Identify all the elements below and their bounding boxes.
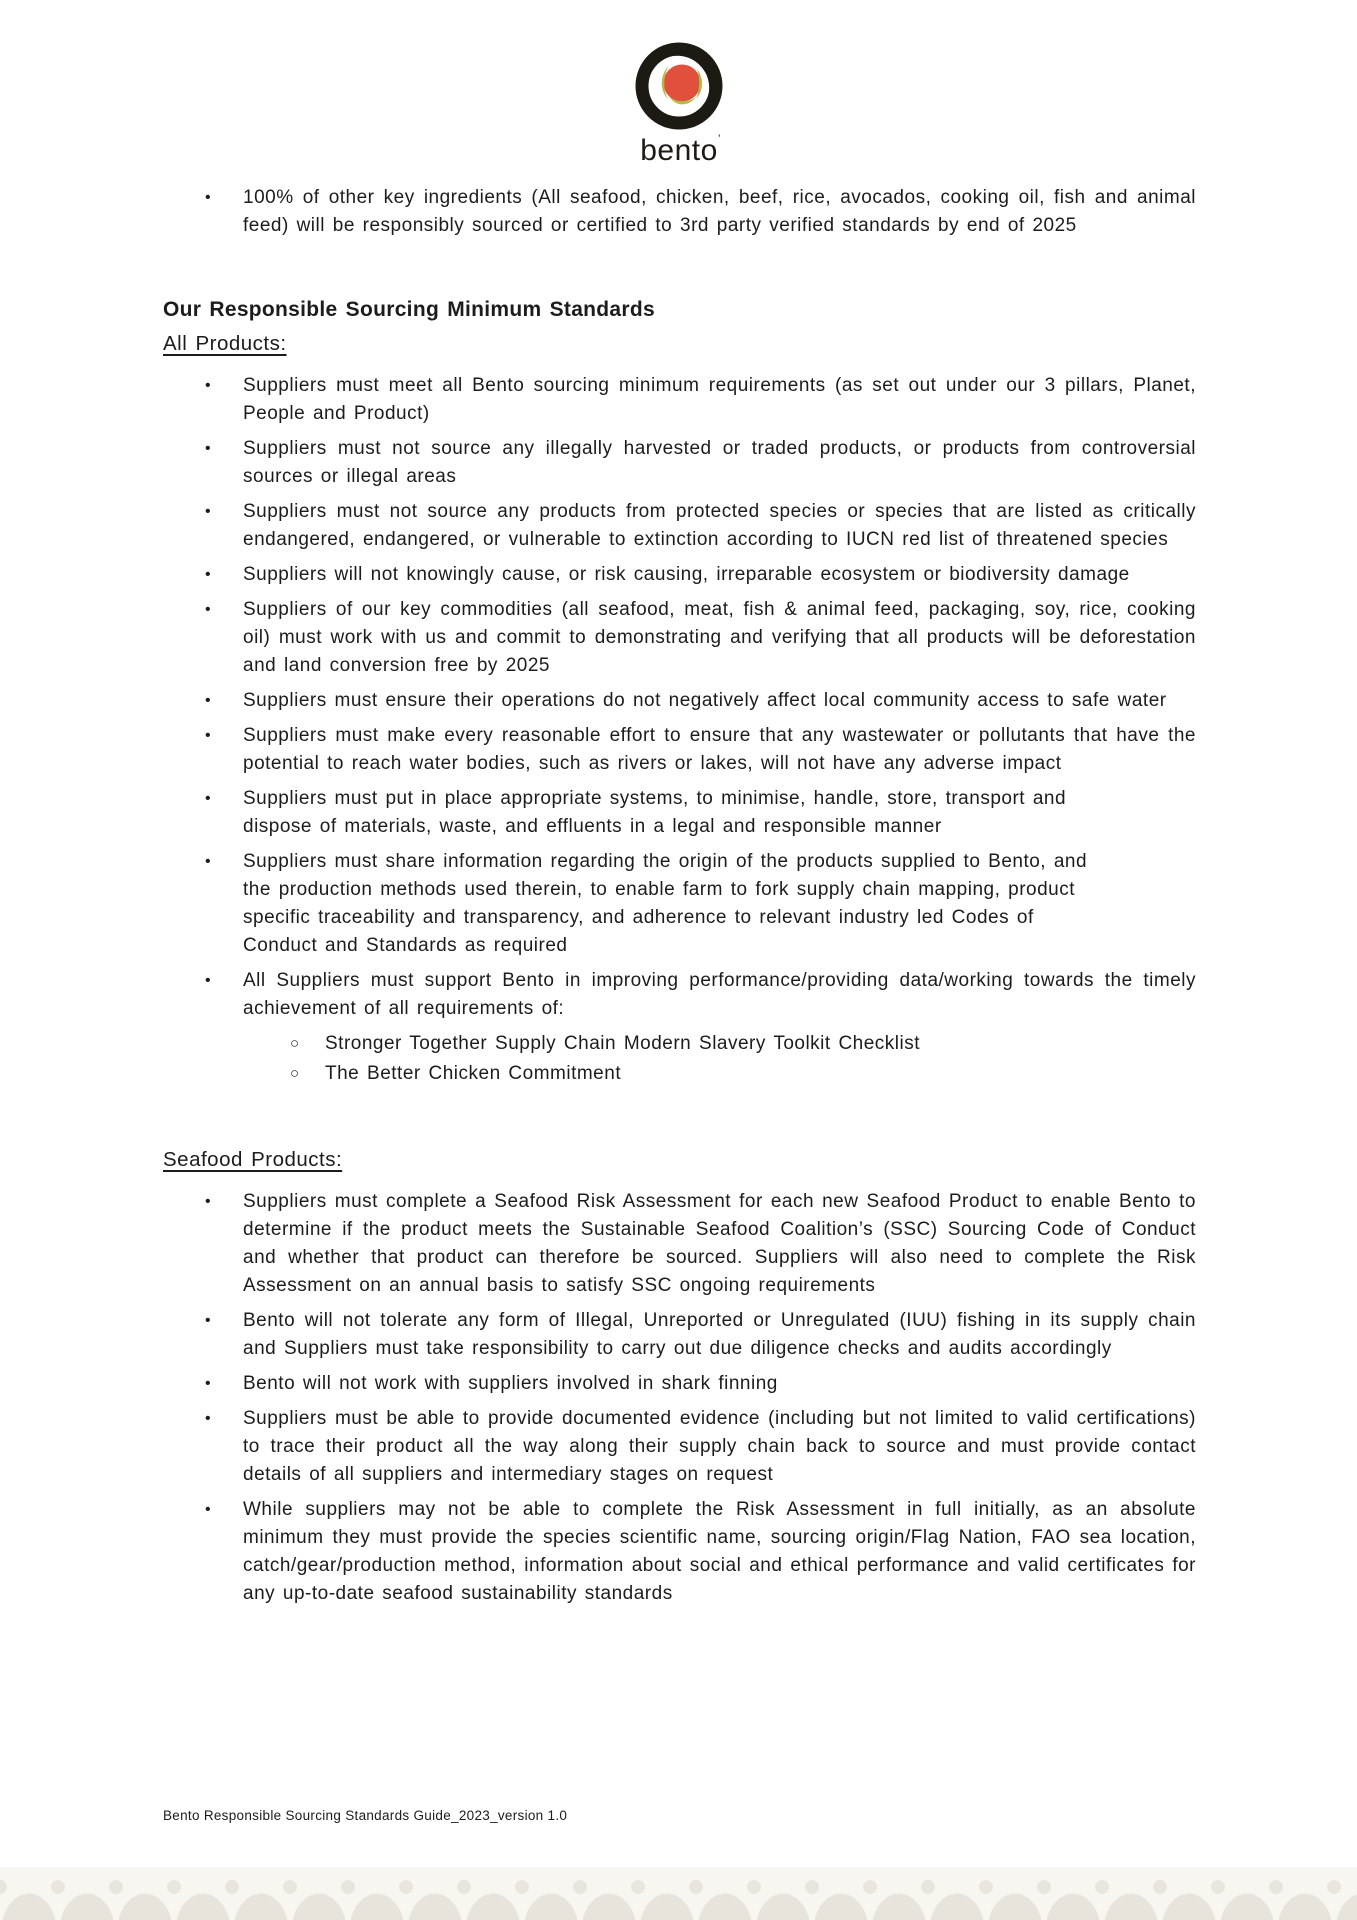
bullet-text: Stronger Together Supply Chain Modern Slavery Toolkit Checklist [325, 1033, 921, 1054]
bullet-text: Suppliers must make every reasonable effort to ensure that any wastewater or pollutants that have the potential to reach water bodies, such as rivers or lakes, will not have any adverse impact [243, 725, 1196, 774]
bullet-text: 100% of other key ingredients (All seafood, chicken, beef, rice, avocados, cooking oil, fish and animal feed) will be responsibly sourced or certified to 3rd party verified standards by end of 2025 [243, 187, 1196, 236]
bullet-item [163, 1405, 1196, 1489]
disc-bullet-marker: • [205, 1375, 212, 1392]
circle-bullet-marker: ○ [290, 1065, 300, 1082]
bullet-item [163, 498, 1196, 554]
bullet-text: Suppliers will not knowingly cause, or risk causing, irreparable ecosystem or biodiversity damage [243, 564, 1130, 585]
bullet-item [163, 967, 1196, 1023]
bullet-text: Suppliers must not source any products from protected species or species that are listed as critically endangered, endangered, or vulnerable to extinction according to IUCN red list of threatened species [243, 501, 1196, 550]
disc-bullet-marker: • [205, 503, 212, 520]
disc-bullet-marker: • [205, 566, 212, 583]
disc-bullet-marker: • [205, 692, 212, 709]
sub-bullet-item [163, 1060, 1196, 1088]
bullet-item [163, 372, 1196, 428]
document-body [163, 184, 1196, 1615]
bullet-text: Suppliers must be able to provide documented evidence (including but not limited to valid certifications) to trace their product all the way along their supply chain back to source and must provide contact details of all suppliers and intermediary stages on request [243, 1408, 1196, 1485]
circle-bullet-marker: ○ [290, 1035, 300, 1052]
bullet-text: Suppliers must ensure their operations do not negatively affect local community access to safe water [243, 690, 1167, 711]
bullet-item [163, 1307, 1196, 1363]
bullet-text: Suppliers must put in place appropriate systems, to minimise, handle, store, transport and dispose of materials, waste, and effluents in a legal and responsible manner [243, 788, 1067, 837]
bullet-text: Bento will not tolerate any form of Illegal, Unreported or Unregulated (IUU) fishing in its supply chain and Suppliers must take responsibility to carry out due diligence checks and audits accordingly [243, 1310, 1196, 1359]
bullet-text: Suppliers must complete a Seafood Risk Assessment for each new Seafood Product to enable Bento to determine if the product meets the Sustainable Seafood Coalition’s (SSC) Sourcing Code of Conduct and whether that product can therefore be sourced. Suppliers will also need to complete the Risk Assessment on an annual basis to satisfy SSC ongoing requirements [243, 1191, 1196, 1296]
bullet-text: Suppliers must share information regarding the origin of the products supplied to Bento, and the production methods used therein, to enable farm to fork supply chain mapping, product specific traceability and transparency, and adherence to relevant industry led Codes of Conduct and Standards as required [243, 851, 1088, 956]
bullet-text: Bento will not work with suppliers involved in shark finning [243, 1373, 778, 1394]
bullet-item [163, 848, 1196, 960]
bullet-text: All Suppliers must support Bento in improving performance/providing data/working towards the timely achievement of all requirements of: [243, 970, 1196, 1019]
disc-bullet-marker: • [205, 1501, 212, 1518]
disc-bullet-marker: • [205, 1312, 212, 1329]
bullet-text: While suppliers may not be able to complete the Risk Assessment in full initially, as an absolute minimum they must provide the species scientific name, sourcing origin/Flag Nation, FAO sea location, catch/gear/production method, information about social and ethical performance and valid certificates for any up-to-date seafood sustainability standards [243, 1499, 1196, 1604]
bullet-item [163, 722, 1196, 778]
disc-bullet-marker: • [205, 601, 212, 618]
bento-logo-icon [617, 38, 741, 166]
bullet-item [163, 435, 1196, 491]
intro-bullet-list [163, 184, 1196, 240]
bullet-text: Suppliers of our key commodities (all seafood, meat, fish & animal feed, packaging, soy, rice, cooking oil) must work with us and commit to demonstrating and verifying that all products will be deforestation and land conversion free by 2025 [243, 599, 1196, 676]
disc-bullet-marker: • [205, 727, 212, 744]
brand-logo [0, 38, 1357, 171]
bullet-item [163, 785, 1196, 841]
disc-bullet-marker: • [205, 790, 212, 807]
disc-bullet-marker: • [205, 972, 212, 989]
disc-bullet-marker: • [205, 853, 212, 870]
brand-trademark-tick: ’ [717, 133, 720, 145]
disc-bullet-marker: • [205, 377, 212, 394]
bullet-item [163, 561, 1196, 589]
disc-bullet-marker: • [205, 1193, 212, 1210]
brand-wordmark: bento [639, 134, 718, 166]
bullet-item [163, 1496, 1196, 1608]
bullet-item [163, 687, 1196, 715]
disc-bullet-marker: • [205, 1410, 212, 1427]
subheading-all-products: All Products: [163, 332, 287, 355]
bullet-text: The Better Chicken Commitment [325, 1063, 622, 1084]
seafood-bullet-list [163, 1188, 1196, 1608]
bullet-item [163, 596, 1196, 680]
bullet-item [163, 1188, 1196, 1300]
bullet-text: Suppliers must not source any illegally harvested or traded products, or products from controversial sources or illegal areas [243, 438, 1196, 487]
disc-bullet-marker: • [205, 440, 212, 457]
scallop-border-decoration [0, 1867, 1357, 1920]
disc-bullet-marker: • [205, 189, 212, 206]
document-footer: Bento Responsible Sourcing Standards Guide_2023_version 1.0 [163, 1808, 568, 1823]
bullet-item [163, 184, 1196, 240]
section-heading: Our Responsible Sourcing Minimum Standards [163, 298, 655, 321]
all-products-bullet-list [163, 372, 1196, 1088]
bullet-text: Suppliers must meet all Bento sourcing minimum requirements (as set out under our 3 pillars, Planet, People and Product) [243, 375, 1196, 424]
bullet-item [163, 1370, 1196, 1398]
subheading-seafood-products: Seafood Products: [163, 1148, 343, 1171]
sub-bullet-item [163, 1030, 1196, 1058]
